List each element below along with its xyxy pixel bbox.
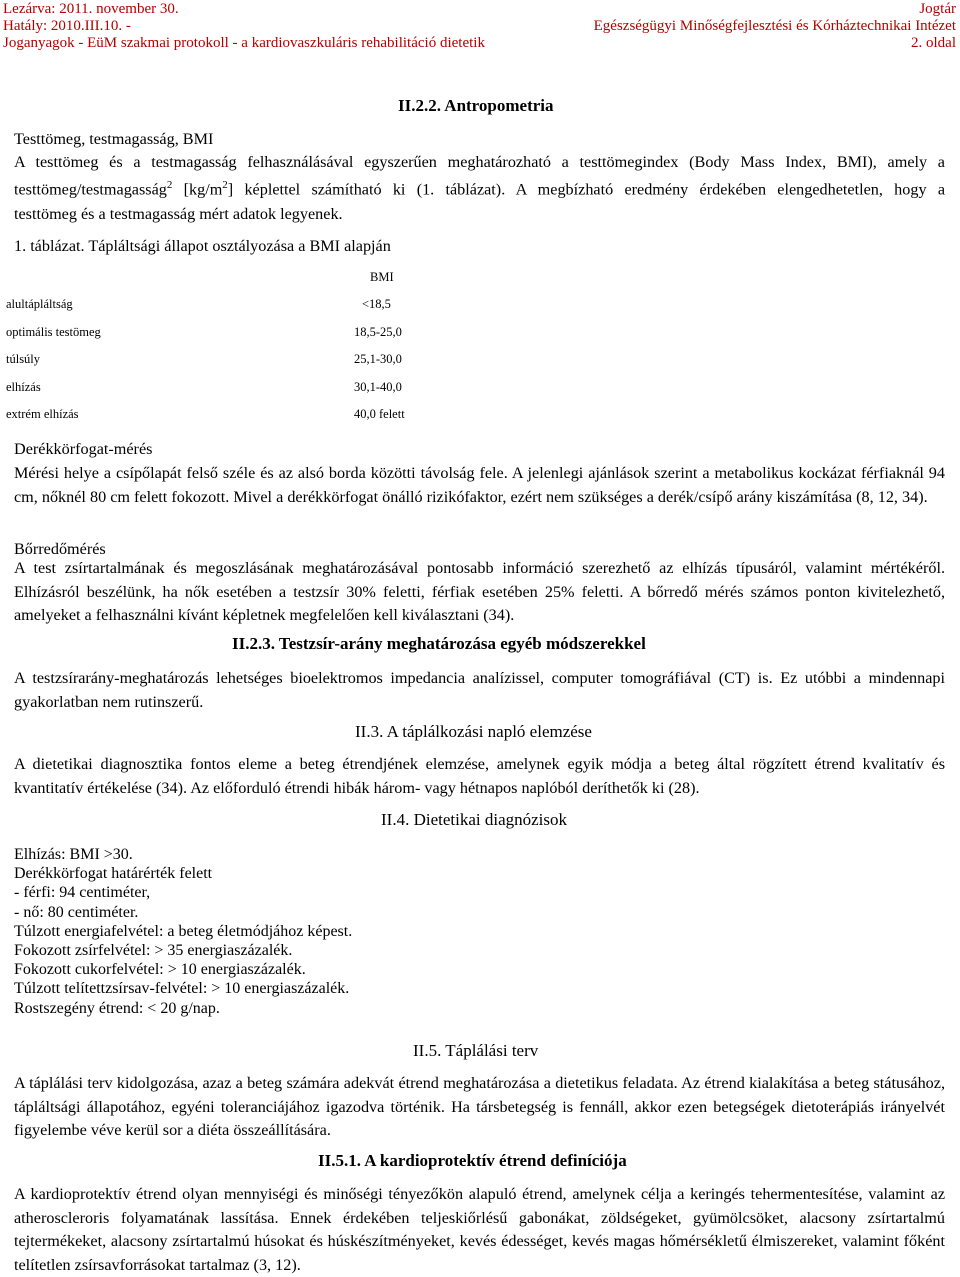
table-row-label: elhízás xyxy=(6,380,41,394)
header-doc-title: Joganyagok - EüM szakmai protokoll - a kardiovaszkuláris rehabilitáció dietetik xyxy=(3,35,485,51)
diagnosis-list xyxy=(14,845,352,1018)
paragraph-taplalasi-terv: A táplálási terv kidolgozása, azaz a beteg számára adekvát étrend meghatározása a dietetikus feladata. Az étrend kialakítása a beteg státusához, tápláltsági állapotához, egyéni toleranciájához igazodva történik. Ha társbetegség is fennáll, akkor ezen betegségek dietoterápiás irányelvét figyelembe véve kerül sor a diéta összeállítására. xyxy=(14,1074,945,1139)
table-row-label: alultápláltság xyxy=(6,297,73,311)
table-row-value: 40,0 felett xyxy=(354,407,405,421)
header-brand: Jogtár xyxy=(919,1,956,17)
section-heading-taplalasi-terv: II.5. Táplálási terv xyxy=(413,1041,539,1060)
subheading-bmi: Testtömeg, testmagasság, BMI xyxy=(14,130,214,148)
table-caption: 1. táblázat. Tápláltsági állapot osztályozása a BMI alapján xyxy=(14,237,391,255)
header-page-number: 2. oldal xyxy=(911,35,956,51)
paragraph-bmi-line2: testtömeg/testmagasság$^2$ $[kg/m^2]$ képlettel számítható ki (1. táblázat). A megbízható eredmény érdekében elengedhetetlen, hogy a xyxy=(14,179,946,199)
list-item: Rostszegény étrend: < 20 g/nap. xyxy=(14,999,220,1017)
table-row-label: túlsúly xyxy=(6,352,41,366)
list-item: Fokozott cukorfelvétel: > 10 energiaszázalék. xyxy=(14,961,306,979)
paragraph-borredomeres: A test zsírtartalmának és megoszlásának meghatározásával pontosabb információ szerezhető az elhízás típusáról, valamint mértékéről. Elhízásról beszélünk, ha nők esetében a testzsír 30% feletti, férfiak esetében 25% feletti. A bőrredő mérés számos ponton kivitelezhető, amelyeket a felhasználni kívánt képletnek megfelelően kell kiválasztani (34). xyxy=(14,559,945,624)
section-heading-dietetikai-diagnozisok: II.4. Dietetikai diagnózisok xyxy=(381,810,568,829)
table-row-value: 18,5-25,0 xyxy=(354,325,402,339)
list-item: - nő: 80 centiméter. xyxy=(14,903,139,921)
list-item: Túlzott telítettzsírsav-felvétel: > 10 energiaszázalék. xyxy=(14,980,350,998)
section-heading-antropometria: II.2.2. Antropometria xyxy=(398,96,554,115)
subheading-derekkorfogat: Derékkörfogat-mérés xyxy=(14,440,153,458)
list-item: Túlzott energiafelvétel: a beteg életmódjához képest. xyxy=(14,922,353,940)
paragraph-derekkorfogat: Mérési helye a csípőlapát felső széle és az alsó borda közötti távolság fele. A jelenlegi ajánlások szerint a metabolikus kockázat férfiaknál 94 cm, nőknél 80 cm felett fokozott. Mivel a derékkörfogat önálló rizikófaktor, ezért nem szükséges a derék/csípő arány kiszámítása (8, 12, 34). xyxy=(14,464,945,506)
paragraph-bmi-line3: testtömeg és a testmagasság mért adatok legyenek. xyxy=(14,205,343,223)
table-row-label: extrém elhízás xyxy=(6,407,79,421)
list-item: Derékkörfogat határérték felett xyxy=(14,865,213,883)
table-row-label: optimális testömeg xyxy=(6,325,101,339)
list-item: - férfi: 94 centiméter, xyxy=(14,884,151,902)
subheading-borredomeres: Bőrredőmérés xyxy=(14,540,106,558)
list-item: Elhízás: BMI >30. xyxy=(14,846,133,863)
paragraph-bmi-line1: A testtömeg és a testmagasság felhasználásával egyszerűen meghatározható a testtömegindex (Body Mass Index, BMI), amely a xyxy=(14,153,945,171)
table-header-bmi: BMI xyxy=(370,270,394,284)
table-row-value: 25,1-30,0 xyxy=(354,352,402,366)
paragraph-kardioprotektiv: A kardioprotektív étrend olyan mennyiségi és minőségi tényezőkön alapuló étrend, amelynek célja a keringés tehermentesítése, valamint az atheroscleroris folyamatának lassítása. Ennek érdekében teljeskiőrlésű gabonákat, zöldségeket, gyümölcsöket, alacsony zsírtartalmú tejtermékeket, alacsony zsírtartalmú húsokat és húskészítményeket, kevés édességet, kevés magas hőmérsékletű élmiszereket, valamint főként telítetlen zsírsavforrásokat tartalmaz (3, 12). xyxy=(14,1185,945,1274)
section-heading-testzsir: II.2.3. Testzsír-arány meghatározása egyéb módszerekkel xyxy=(232,634,646,653)
paragraph-taplalkozasi-naplo: A dietetikai diagnosztika fontos eleme a beteg étrendjének elemzése, amelynek egyik módja a beteg által rögzített étrend kvalitatív és kvantitatív értékelése (34). Az előforduló étrendi hibák három- vagy hétnapos naplóból deríthetők ki (28). xyxy=(14,755,945,797)
section-heading-kardioprotektiv: II.5.1. A kardioprotektív étrend definíciója xyxy=(318,1151,627,1170)
list-item: Fokozott zsírfelvétel: > 35 energiaszázalék. xyxy=(14,942,293,960)
table-row-value: 30,1-40,0 xyxy=(354,380,402,394)
section-heading-taplalkozasi-naplo: II.3. A táplálkozási napló elemzése xyxy=(355,722,592,741)
header-hataly: Hatály: 2010.III.10. - xyxy=(3,18,131,34)
header-institute: Egészségügyi Minőségfejlesztési és Kórháztechnikai Intézet xyxy=(593,18,956,34)
header-lezarva: Lezárva: 2011. november 30. xyxy=(3,1,179,17)
table-row-value: <18,5 xyxy=(362,297,391,311)
paragraph-testzsir: A testzsírarány-meghatározás lehetséges bioelektromos impedancia analízissel, computer tomográfiával (CT) is. Ez utóbbi a mindennapi gyakorlatban nem rutinszerű. xyxy=(14,669,945,711)
